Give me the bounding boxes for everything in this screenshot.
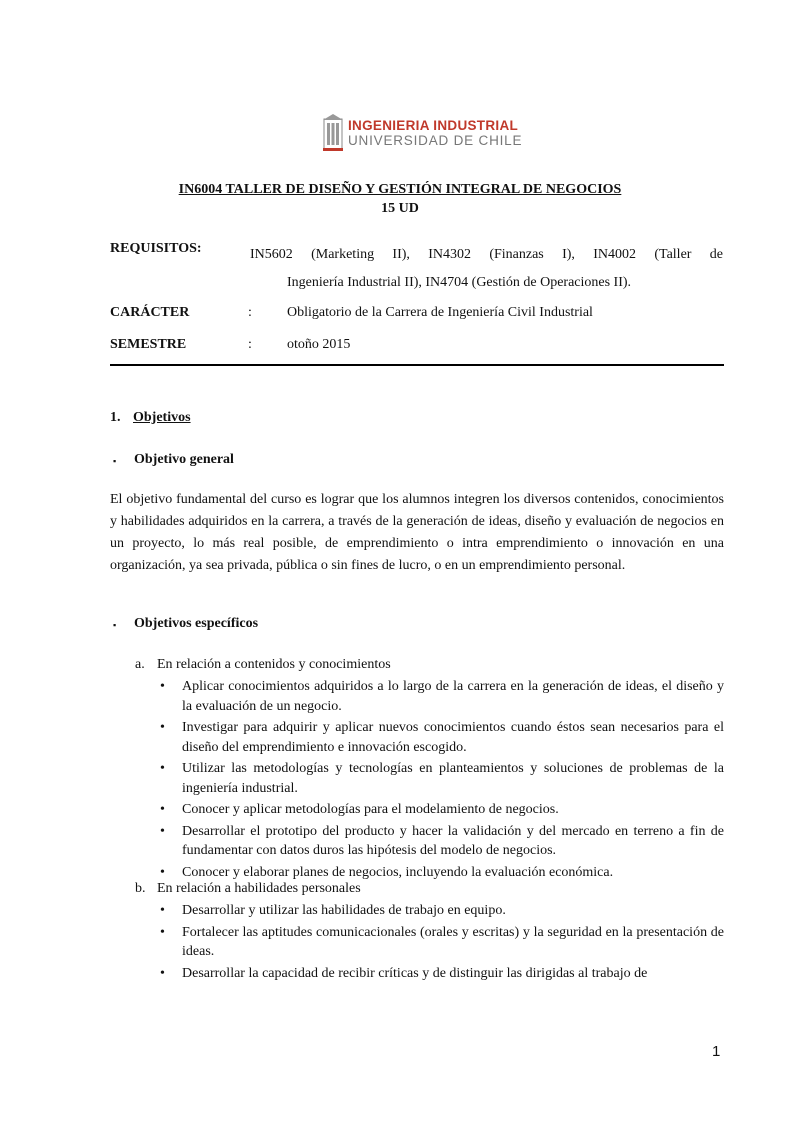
bullet-dot-icon: • (160, 924, 165, 940)
logo-text (348, 118, 522, 148)
section-title: Objetivos (133, 410, 191, 425)
objetivos-especificos-heading: Objetivos específicos (134, 616, 259, 631)
list-item-text: Conocer y elaborar planes de negocios, incluyendo la evaluación económica. (182, 864, 614, 880)
list-item (157, 759, 724, 798)
list-item (157, 822, 724, 861)
university-logo (322, 112, 522, 154)
list-item-text: Desarrollar la capacidad de recibir críticas y de distinguir las dirigidas al trabajo de (182, 965, 648, 981)
logo-line-2: UNIVERSIDAD DE CHILE (348, 133, 523, 148)
list-item (157, 863, 724, 883)
list-item (157, 964, 724, 984)
bullet-dot-icon: • (160, 864, 165, 880)
list-item (157, 677, 724, 716)
group-b-list (157, 901, 724, 985)
page-number: 1 (712, 1043, 721, 1060)
logo-line-1: INGENIERIA INDUSTRIAL (348, 118, 519, 133)
bullet-dot-icon: • (160, 802, 165, 817)
list-item (157, 800, 724, 820)
list-letter-a: a. (135, 657, 145, 672)
caracter-label: CARÁCTER (110, 305, 190, 320)
bullet-dot-icon: • (160, 679, 165, 694)
requisitos-line-1: IN5602 (Marketing II), IN4302 (Finanzas I), IN4002 (Taller de (250, 247, 723, 262)
list-item-text: Desarrollar el prototipo del producto y hacer la validación y del mercado en terreno a fin de fundamentar con datos duros las hipótesis del modelo de negocios. (182, 823, 724, 858)
section-number: 1. (110, 410, 121, 425)
group-b-title: En relación a habilidades personales (157, 881, 361, 896)
bullet-dot-icon: • (160, 720, 165, 735)
list-item-text: Aplicar conocimientos adquiridos a lo largo de la carrera en la generación de ideas, el diseño y la evaluación de un negocio. (182, 679, 724, 714)
list-item-text: Fortalecer las aptitudes comunicacionales (orales y escritas) y la seguridad en la presentación de ideas. (182, 924, 724, 959)
course-title: IN6004 TALLER DE DISEÑO Y GESTIÓN INTEGRAL DE NEGOCIOS (178, 182, 622, 197)
bullet-dot-icon: • (160, 761, 165, 776)
university-crest-icon (322, 113, 344, 153)
caracter-colon: : (248, 305, 252, 320)
list-item-text: Conocer y aplicar metodologías para el modelamiento de negocios. (182, 802, 559, 817)
requisitos-value (250, 241, 723, 297)
list-item-text: Utilizar las metodologías y tecnologías en planteamientos y soluciones de problemas de la ingeniería industrial. (182, 761, 724, 796)
list-letter-b: b. (135, 881, 146, 896)
objetivo-general-heading: Objetivo general (134, 452, 234, 467)
list-item (157, 923, 724, 962)
list-item (157, 901, 724, 921)
square-bullet-icon: ▪ (113, 620, 117, 630)
semestre-value: otoño 2015 (287, 337, 351, 352)
bullet-dot-icon: • (160, 823, 165, 839)
course-title-block (0, 180, 800, 218)
semestre-label: SEMESTRE (110, 337, 187, 352)
objetivo-general-paragraph: El objetivo fundamental del curso es lograr que los alumnos integren los diversos contenidos, conocimientos y habilidades adquiridos en la carrera, a través de la generación de ideas, diseño y evaluación de negocios en un proyecto, lo más real posible, de emprendimiento o intra emprendimiento o innovación en una organización, ya sea privada, pública o sin fines de lucro, o en un emprendimiento personal. (110, 492, 724, 573)
course-credits: 15 UD (381, 201, 419, 216)
group-a-list (157, 677, 724, 884)
requisitos-label: REQUISITOS: (110, 241, 202, 256)
caracter-value: Obligatorio de la Carrera de Ingeniería Civil Industrial (287, 305, 593, 320)
semestre-colon: : (248, 337, 252, 352)
list-item (157, 718, 724, 757)
bullet-dot-icon: • (160, 903, 165, 918)
requisitos-line-2: Ingeniería Industrial II), IN4704 (Gestión de Operaciones II). (287, 275, 632, 290)
list-item-text: Investigar para adquirir y aplicar nuevos conocimientos cuando éstos sean necesarios para el diseño del emprendimiento e innovación escogido. (182, 720, 724, 755)
bullet-dot-icon: • (160, 965, 165, 981)
square-bullet-icon: ▪ (113, 456, 117, 466)
group-a-title: En relación a contenidos y conocimientos (157, 657, 391, 672)
header-divider (110, 364, 724, 366)
list-item-text: Desarrollar y utilizar las habilidades de trabajo en equipo. (182, 903, 506, 918)
